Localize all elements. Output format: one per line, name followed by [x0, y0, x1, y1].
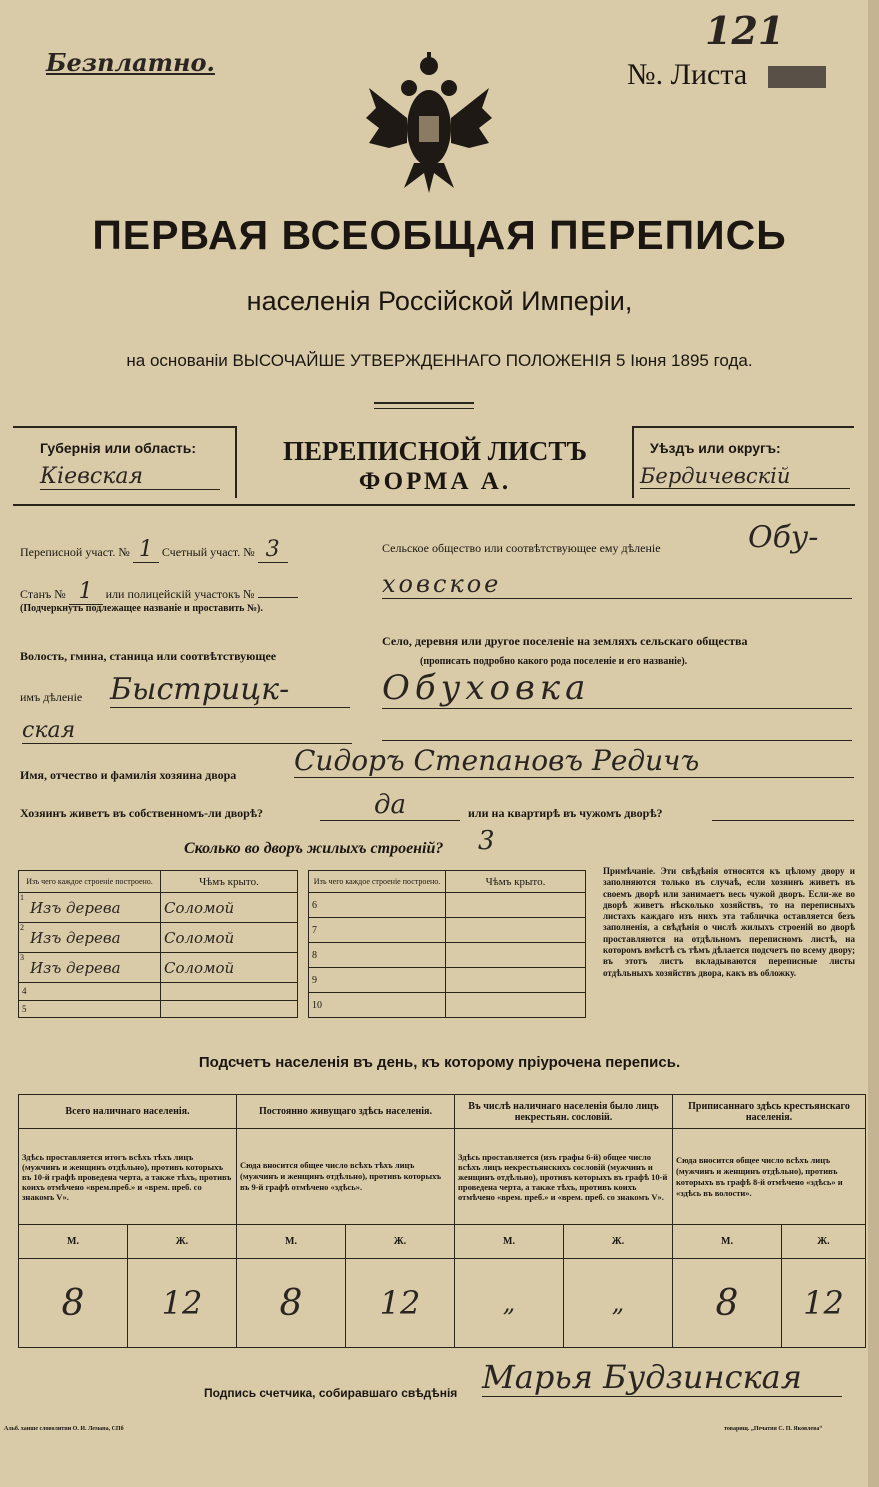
- volost-value-2: ская: [22, 718, 352, 744]
- male-header: М.: [237, 1225, 346, 1259]
- count-female: „: [564, 1259, 673, 1348]
- roof-cell: Соломой: [164, 898, 235, 917]
- police-blank: [258, 597, 298, 598]
- table-row: [19, 983, 298, 1000]
- row-number: 2: [20, 923, 24, 933]
- rent-blank: [712, 820, 854, 821]
- material-cell: Изъ дерева: [30, 958, 121, 977]
- printer-imprint-left: Альб. ханше словолитни О. И. Лемана, СПб: [4, 1426, 124, 1432]
- uchastok-value: 1: [133, 537, 159, 563]
- buildings-table-left: [18, 870, 298, 1018]
- column-header: Чѣмъ крыто.: [446, 871, 586, 893]
- female-header: Ж.: [128, 1225, 237, 1259]
- male-header: М.: [19, 1225, 128, 1259]
- form-title: ПЕРЕПИСНОЙ ЛИСТЪ: [282, 436, 588, 466]
- buildings-count-value: 3: [478, 826, 495, 856]
- volost-label-2: имъ дѣленіе: [20, 690, 83, 704]
- male-header: М.: [455, 1225, 564, 1259]
- guberniya-value: Кіевская: [40, 464, 220, 490]
- table-row: [309, 918, 586, 943]
- page-title: ПЕРВАЯ ВСЕОБЩАЯ ПЕРЕПИСЬ: [92, 212, 787, 258]
- count-male: 8: [19, 1259, 128, 1348]
- divider: [382, 740, 852, 741]
- double-headed-eagle-emblem: [364, 48, 494, 203]
- group-description: Сюда вносится общее число всѣхъ тѣхъ лицъ (мужчинъ и женщинъ отдѣльно), противъ которыхъ въ 9-й графѣ отмѣчено «здѣсь».: [237, 1129, 455, 1225]
- free-label: Безплатно.: [46, 48, 215, 77]
- printer-imprint-right: товарищ. „Печатня С. П. Яковлева“: [724, 1426, 823, 1432]
- count-female: 12: [782, 1259, 866, 1348]
- column-header: Изъ чего каждое строеніе построено.: [19, 871, 161, 893]
- divider: [13, 504, 855, 506]
- signature-label: Подпись счетчика, собиравшаго свѣдѣнія: [204, 1386, 458, 1400]
- table-row: [19, 893, 298, 923]
- count-male: „: [455, 1259, 564, 1348]
- selo-note: (прописать подробно какого рода поселеніе и его названіе).: [420, 656, 688, 667]
- own-yard-label: Хозяинъ живетъ въ собственномъ-ли дворѣ?: [20, 806, 264, 820]
- group-description: Здѣсь проставляется итогъ всѣхъ тѣхъ лицъ (мужчинъ и женщинъ отдѣльно), противъ которыхъ въ 10-й графѣ проведена черта, а также тѣхъ, противъ коихъ отмѣчено «врем.преб.» и «врем. преб. со знакомъ V».: [19, 1129, 237, 1225]
- owner-name-value: Сидоръ Степановъ Редичъ: [294, 744, 854, 778]
- count-female: 12: [128, 1259, 237, 1348]
- row-number: 10: [309, 993, 446, 1018]
- obshchestvo-value-2: ховское: [382, 570, 852, 599]
- basis-line: на основаніи ВЫСОЧАЙШЕ УТВЕРЖДЕННАГО ПОЛОЖЕНІЯ 5 Іюня 1895 года.: [126, 351, 753, 370]
- roof-cell: [161, 983, 298, 1000]
- obshchestvo-value-1: Обу-: [748, 520, 819, 555]
- own-yard-value: да: [320, 790, 460, 821]
- volost-value-1: Быстрицк-: [110, 672, 350, 708]
- male-header: М.: [673, 1225, 782, 1259]
- stan-label: Станъ №: [20, 587, 66, 601]
- roof-cell: [446, 993, 586, 1018]
- schetny-value: 3: [258, 537, 288, 563]
- owner-name-label: Имя, отчество и фамилія хозяина двора: [20, 768, 237, 782]
- roof-cell: Соломой: [164, 958, 235, 977]
- uchastok-label: Переписной участ. №: [20, 545, 130, 559]
- roof-cell: [161, 1000, 298, 1017]
- selo-label: Село, деревня или другое поселеніе на земляхъ сельскаго общества: [382, 634, 748, 648]
- group-header: Приписаннаго здѣсь крестьянскаго населенія.: [673, 1095, 866, 1129]
- stan-line: [20, 579, 298, 605]
- roof-cell: [446, 968, 586, 993]
- female-header: Ж.: [346, 1225, 455, 1259]
- sheet-number-value: 121: [705, 8, 785, 53]
- row-number: 5: [19, 1000, 161, 1017]
- row-number: 1: [20, 893, 24, 902]
- sheet-number-label: №. Листа: [627, 58, 748, 91]
- female-header: Ж.: [782, 1225, 866, 1259]
- count-male: 8: [673, 1259, 782, 1348]
- form-subtitle: ФОРМА А.: [358, 468, 512, 495]
- volost-label-1: Волость, гмина, станица или соотвѣтствующее: [20, 649, 277, 663]
- buildings-note: Примѣчаніе. Эти свѣдѣнія относятся къ цѣлому двору и заполняются только въ случаѣ, если хозяинъ живетъ въ своемъ дворѣ или занимаетъ весь чужой дворъ. Если-же во дворѣ живетъ нѣсколько хозяйствъ, то на переписныхъ листахъ каждаго изъ нихъ эта табличка оставляется безъ заполненія, а свѣдѣнія о числѣ жилыхъ строеній во дворѣ проставляются на отдѣльномъ переписномъ листѣ, на которомъ вмѣстѣ съ тѣмъ дѣлается подсчетъ по всему двору; въ этотъ листъ вкладываются переписные листы отдѣльныхъ хозяйствъ двора, какъ въ обложку.: [603, 866, 855, 978]
- table-row: [309, 993, 586, 1018]
- roof-cell: [446, 893, 586, 918]
- material-cell: Изъ дерева: [30, 898, 121, 917]
- column-header: Чѣмъ крыто.: [161, 871, 298, 893]
- column-header: Изъ чего каждое строеніе построено.: [309, 871, 446, 893]
- ornament-divider: [374, 402, 474, 409]
- buildings-table-right: [308, 870, 586, 1018]
- page-subtitle: населенія Россійской Имперіи,: [246, 286, 633, 316]
- roof-cell: [446, 918, 586, 943]
- table-row: [19, 923, 298, 953]
- table-row: [309, 893, 586, 918]
- population-count-table: [18, 1094, 866, 1348]
- stan-value: 1: [69, 579, 103, 605]
- buildings-count-label: Сколько во дворъ жилыхъ строеній?: [184, 840, 444, 857]
- row-number: 7: [309, 918, 446, 943]
- rent-label: или на квартирѣ въ чужомъ дворѣ?: [468, 806, 663, 820]
- redaction-block: [768, 66, 826, 88]
- count-female: 12: [346, 1259, 455, 1348]
- selo-value: Обуховка: [382, 668, 852, 709]
- count-male: 8: [237, 1259, 346, 1348]
- female-header: Ж.: [564, 1225, 673, 1259]
- row-number: 8: [309, 943, 446, 968]
- signature-value: Марья Будзинская: [482, 1358, 842, 1397]
- row-number: 9: [309, 968, 446, 993]
- group-description: Здѣсь проставляется (изъ графы 6-й) общее число всѣхъ лицъ некрестьянскихъ сословій (мужчинъ и женщинъ отдѣльно), противъ которыхъ въ графѣ 10-й проведена черта, а также тѣхъ, противъ коихъ отмѣчено «врем. преб.» и «врем. преб. со знакомъ V».: [455, 1129, 673, 1225]
- uezd-label: Уѣздъ или округъ:: [650, 440, 781, 456]
- obshchestvo-label: Сельское общество или соотвѣтствующее ему дѣленіе: [382, 541, 661, 555]
- material-cell: Изъ дерева: [30, 928, 121, 947]
- police-label: или полицейскій участокъ №: [105, 587, 255, 601]
- roof-cell: [446, 943, 586, 968]
- page-edge: [868, 0, 879, 1487]
- table-row: [19, 1000, 298, 1017]
- row-number: 6: [309, 893, 446, 918]
- uchastok-line: [20, 537, 288, 563]
- stan-note: (Подчеркнуть подлежащее названіе и проставить №).: [20, 603, 263, 614]
- row-number: 3: [20, 953, 24, 963]
- count-title: Подсчетъ населенія въ день, къ которому пріурочена перепись.: [198, 1054, 681, 1071]
- table-row: [19, 953, 298, 983]
- group-header: Всего наличнаго населенія.: [19, 1095, 237, 1129]
- roof-cell: Соломой: [164, 928, 235, 947]
- row-number: 4: [19, 983, 161, 1000]
- guberniya-label: Губернія или область:: [40, 440, 197, 456]
- group-description: Сюда вносится общее число всѣхъ лицъ (мужчинъ и женщинъ отдѣльно), противъ которыхъ въ графѣ 8-й отмѣчено «здѣсь» и «здѣсь въ волости».: [673, 1129, 866, 1225]
- uezd-value: Бердичевскій: [640, 464, 850, 489]
- schetny-label: Счетный участ. №: [161, 545, 255, 559]
- group-header: Постоянно живущаго здѣсь населенія.: [237, 1095, 455, 1129]
- group-header: Въ числѣ наличнаго населенія было лицъ некрестьян. сословій.: [455, 1095, 673, 1129]
- table-row: [309, 968, 586, 993]
- table-row: [309, 943, 586, 968]
